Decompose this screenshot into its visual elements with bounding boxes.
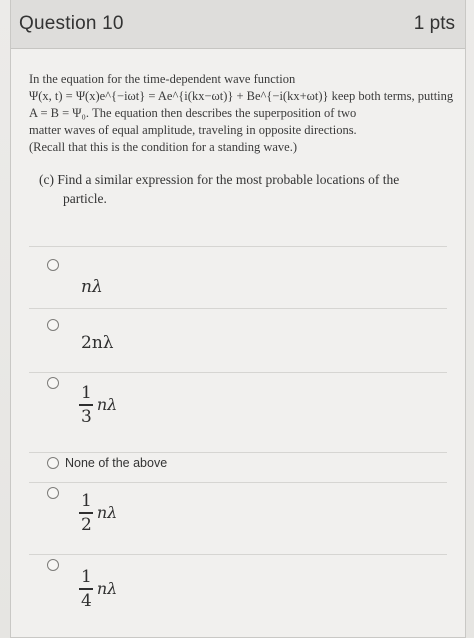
fraction-denominator: 3 [81, 406, 92, 427]
radio-button[interactable] [47, 559, 59, 571]
answer-fraction [79, 491, 117, 535]
prompt-line-5: (Recall that this is the condition for a standing wave.) [29, 140, 297, 154]
answer-term: nλ [96, 395, 118, 415]
prompt-line-4: matter waves of equal amplitude, traveling in opposite directions. [29, 123, 357, 137]
answer-label: None of the above [65, 456, 168, 470]
answer-fraction [79, 567, 117, 611]
answer-option-4[interactable] [29, 452, 447, 482]
question-points: 1 pts [413, 13, 455, 34]
prompt-equation-line: Ψ(x, t) = Ψ(x)e^{−iωt} = Ae^{i(kx−ωt)} + Be^{−i(kx+ωt)} keep both terms, putting [29, 89, 454, 103]
radio-button[interactable] [47, 487, 59, 499]
fraction-denominator: 2 [81, 514, 92, 535]
fraction-numerator: 1 [81, 491, 92, 511]
answer-fraction [79, 383, 117, 427]
fraction-bar [79, 404, 93, 406]
answer-option-2[interactable] [29, 308, 447, 372]
answer-option-3[interactable] [29, 372, 447, 452]
radio-button[interactable] [47, 259, 59, 271]
part-c-line-2: particle. [63, 191, 107, 206]
question-body [11, 49, 465, 208]
fraction-numerator: 1 [81, 383, 92, 403]
question-header [11, 0, 465, 49]
answer-label: nλ [81, 277, 103, 297]
answer-option-1[interactable] [29, 246, 447, 308]
radio-button[interactable] [47, 457, 59, 469]
fraction-bar [79, 588, 93, 590]
answer-label-text: 2nλ [81, 333, 114, 353]
fraction-bar [79, 512, 93, 514]
question-card [10, 0, 466, 638]
fraction-denominator: 4 [81, 590, 92, 611]
question-title: Question 10 [19, 13, 124, 34]
part-c-question [29, 170, 449, 208]
answer-option-5[interactable] [29, 482, 447, 554]
part-c-line-1: (c) Find a similar expression for the most probable locations of the [39, 172, 400, 187]
answer-term: nλ [96, 503, 118, 523]
answer-option-6[interactable] [29, 554, 447, 638]
fraction [79, 383, 94, 427]
prompt-line-3: A = B = Ψ₀. The equation then describes the superposition of two [29, 106, 357, 120]
prompt-line-1: In the equation for the time-dependent wave function [29, 72, 296, 86]
answer-list [29, 246, 447, 638]
radio-button[interactable] [47, 377, 59, 389]
fraction [79, 567, 94, 611]
answer-label [81, 333, 114, 353]
fraction [79, 491, 94, 535]
radio-button[interactable] [47, 319, 59, 331]
answer-term: nλ [96, 579, 118, 599]
fraction-numerator: 1 [81, 567, 92, 587]
